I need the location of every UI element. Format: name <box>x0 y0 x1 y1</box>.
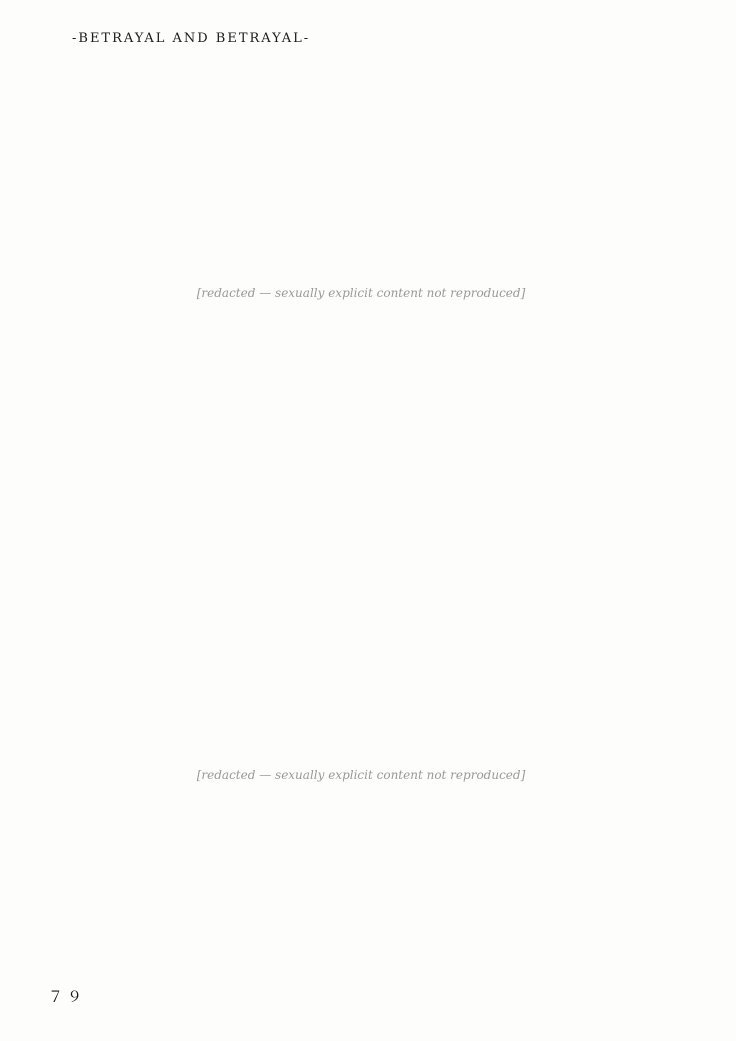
page-number: ７９ <box>48 988 87 1006</box>
redacted-text-block-top: [redacted — sexually explicit content not reproduced] <box>196 286 526 300</box>
page-header: -BETRAYAL AND BETRAYAL- <box>72 31 311 46</box>
redacted-text-block-bottom: [redacted — sexually explicit content not reproduced] <box>196 768 526 782</box>
